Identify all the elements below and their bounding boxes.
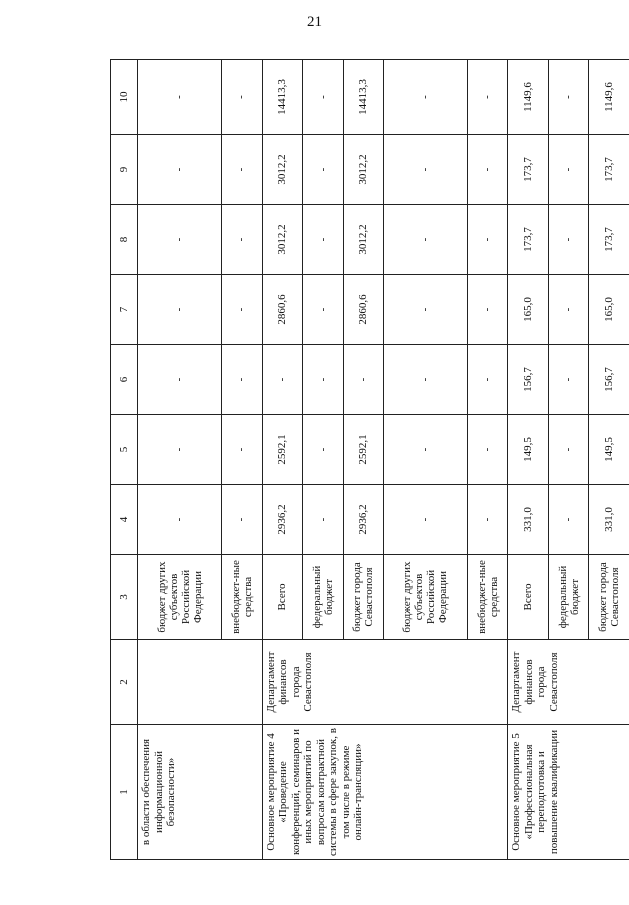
value-cell: - (303, 60, 344, 135)
value-cell: - (384, 345, 468, 415)
value-cell: - (548, 485, 589, 555)
value-cell: - (303, 275, 344, 345)
value-cell: - (221, 485, 262, 555)
table-row (138, 60, 222, 860)
value-cell: 14413,3 (262, 60, 303, 135)
header-cell: 10 (111, 60, 138, 135)
value-cell: - (467, 275, 508, 345)
value-cell: - (467, 485, 508, 555)
value-cell: - (548, 205, 589, 275)
value-cell: 149,5 (508, 415, 549, 485)
value-cell: 165,0 (589, 275, 629, 345)
budget-table (110, 59, 629, 860)
value-cell: 14413,3 (343, 60, 384, 135)
value-cell: - (548, 345, 589, 415)
value-cell: 3012,2 (343, 135, 384, 205)
value-cell: 3012,2 (262, 205, 303, 275)
value-cell: - (303, 205, 344, 275)
value-cell: - (138, 60, 222, 135)
value-cell: 2860,6 (343, 275, 384, 345)
header-cell: 6 (111, 345, 138, 415)
value-cell: - (467, 415, 508, 485)
executor-cell (138, 640, 262, 725)
source-cell: бюджет других субъектов Российской Федерации (138, 555, 222, 640)
header-cell: 7 (111, 275, 138, 345)
header-cell: 5 (111, 415, 138, 485)
source-cell: внебюджет-ные средства (221, 555, 262, 640)
source-cell: бюджет города Севастополя (589, 555, 629, 640)
activity-cell: в области обеспечения информационной безопасности» (138, 725, 262, 860)
value-cell: - (467, 135, 508, 205)
value-cell: - (303, 345, 344, 415)
value-cell: 3012,2 (343, 205, 384, 275)
value-cell: 2860,6 (262, 275, 303, 345)
value-cell: - (384, 415, 468, 485)
value-cell: 173,7 (589, 135, 629, 205)
value-cell: 173,7 (508, 135, 549, 205)
activity-cell: Основное мероприятие 5 «Профессиональная переподготовка и повышение квалификации (508, 725, 629, 860)
source-cell: Всего (262, 555, 303, 640)
source-cell: федеральный бюджет (303, 555, 344, 640)
value-cell: 3012,2 (262, 135, 303, 205)
header-cell: 9 (111, 135, 138, 205)
value-cell: - (548, 415, 589, 485)
value-cell: - (138, 415, 222, 485)
value-cell: 173,7 (508, 205, 549, 275)
value-cell: 331,0 (508, 485, 549, 555)
value-cell: - (384, 135, 468, 205)
page-number: 21 (307, 14, 322, 30)
activity-cell: Основное мероприятие 4 «Проведение конференций, семинаров и иных мероприятий по вопросам контрактной системы в сфере закупок, в том числе в режиме онлайн-трансляции» (262, 725, 508, 860)
value-cell: - (221, 60, 262, 135)
value-cell: - (221, 275, 262, 345)
header-cell: 4 (111, 485, 138, 555)
header-cell: 8 (111, 205, 138, 275)
value-cell: 2936,2 (262, 485, 303, 555)
value-cell: - (384, 205, 468, 275)
value-cell: - (467, 345, 508, 415)
value-cell: - (138, 275, 222, 345)
value-cell: 149,5 (589, 415, 629, 485)
value-cell: 1149,6 (589, 60, 629, 135)
value-cell: 331,0 (589, 485, 629, 555)
value-cell: - (221, 135, 262, 205)
header-cell: 2 (111, 640, 138, 725)
value-cell: - (384, 485, 468, 555)
value-cell: 156,7 (589, 345, 629, 415)
value-cell: - (138, 345, 222, 415)
source-cell: внебюджет-ные средства (467, 555, 508, 640)
executor-cell: Департамент финансов города Севастополя (508, 640, 629, 725)
value-cell: - (221, 345, 262, 415)
value-cell: - (262, 345, 303, 415)
value-cell: 165,0 (508, 275, 549, 345)
rotated-table-container (110, 60, 629, 860)
source-cell: бюджет города Севастополя (343, 555, 384, 640)
source-cell: федеральный бюджет (548, 555, 589, 640)
value-cell: - (467, 205, 508, 275)
value-cell: - (467, 60, 508, 135)
value-cell: - (303, 135, 344, 205)
header-cell: 1 (111, 725, 138, 860)
header-cell: 3 (111, 555, 138, 640)
value-cell: 2592,1 (343, 415, 384, 485)
table-header-row (111, 60, 138, 860)
value-cell: - (138, 485, 222, 555)
value-cell: - (303, 415, 344, 485)
value-cell: - (343, 345, 384, 415)
value-cell: - (548, 60, 589, 135)
value-cell: - (548, 275, 589, 345)
value-cell: - (221, 205, 262, 275)
value-cell: - (303, 485, 344, 555)
value-cell: - (138, 205, 222, 275)
value-cell: - (221, 415, 262, 485)
executor-cell: Департамент финансов города Севастополя (262, 640, 508, 725)
value-cell: 156,7 (508, 345, 549, 415)
table-row (262, 60, 303, 860)
source-cell: бюджет других субъектов Российской Федерации (384, 555, 468, 640)
value-cell: - (548, 135, 589, 205)
table-row (508, 60, 549, 860)
source-cell: Всего (508, 555, 549, 640)
value-cell: - (138, 135, 222, 205)
value-cell: 173,7 (589, 205, 629, 275)
value-cell: 2592,1 (262, 415, 303, 485)
value-cell: 1149,6 (508, 60, 549, 135)
value-cell: 2936,2 (343, 485, 384, 555)
value-cell: - (384, 60, 468, 135)
value-cell: - (384, 275, 468, 345)
